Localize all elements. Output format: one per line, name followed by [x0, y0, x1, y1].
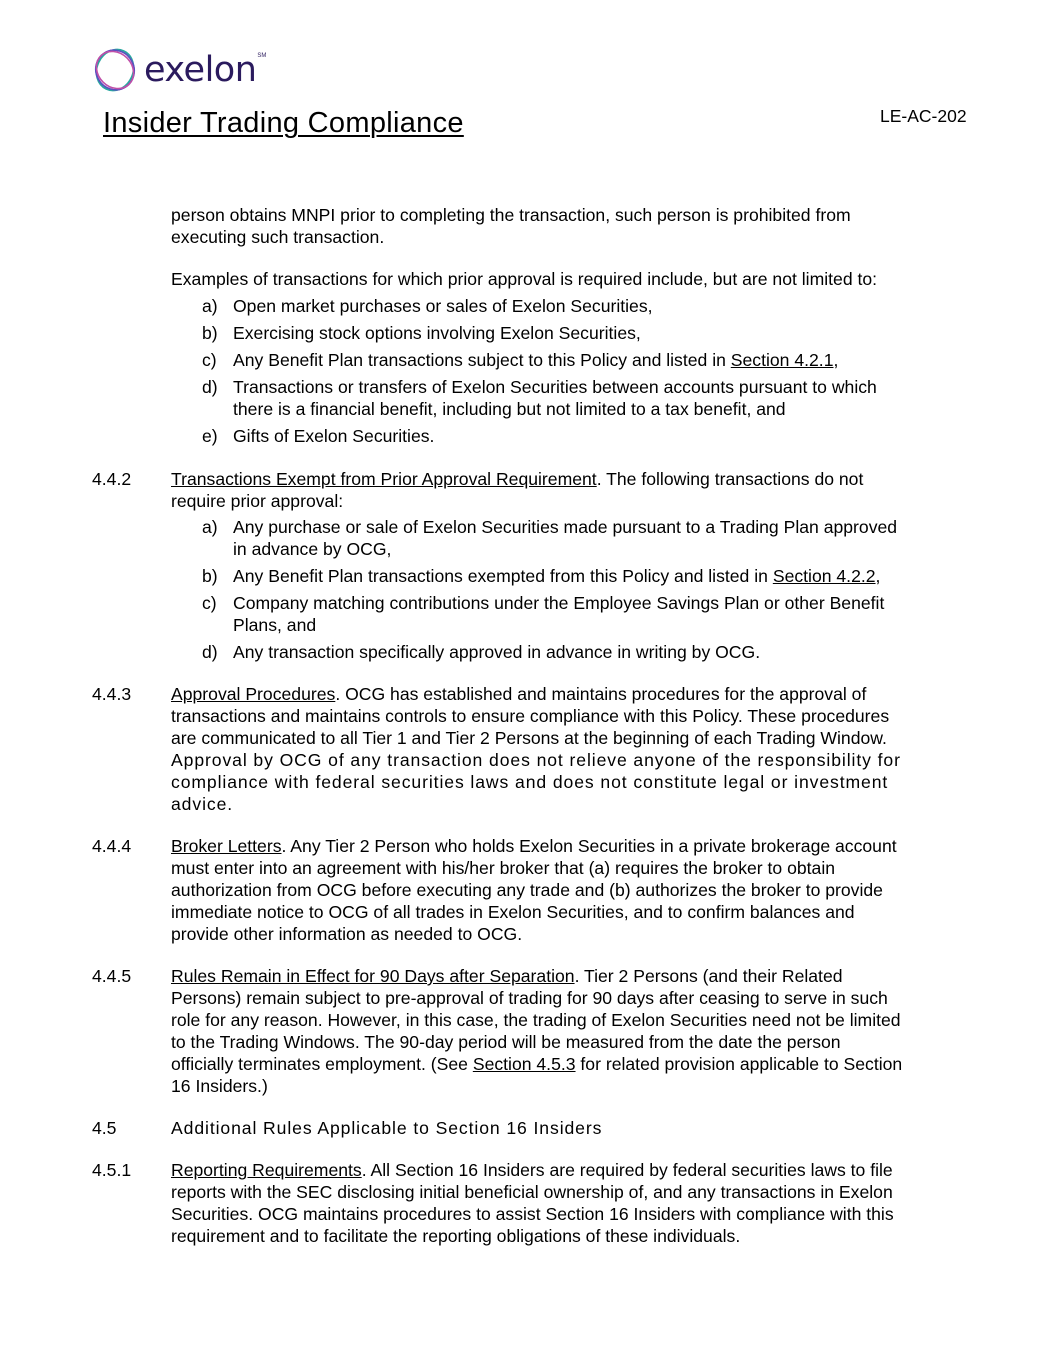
- list-label: c): [202, 593, 217, 613]
- exelon-ring-icon: [92, 45, 138, 95]
- list-item: Company matching contributions under the Employee Savings Plan or other Benefit: [233, 593, 885, 613]
- page-title: Insider Trading Compliance: [103, 107, 464, 139]
- list-item: Exercising stock options involving Exelon Securities,: [233, 323, 641, 343]
- section-text: immediate notice to OCG of all trades in Exelon Securities, and to confirm balances and: [171, 902, 855, 922]
- section-number: 4.5: [92, 1118, 117, 1138]
- logo-service-mark: SM: [257, 53, 267, 59]
- list-item-cont: Plans, and: [233, 615, 317, 635]
- list-item: Transactions or transfers of Exelon Securities between accounts pursuant to which: [233, 377, 877, 397]
- list-label: e): [202, 426, 218, 446]
- section-text: role for any reason. However, in this case, the trading of Exelon Securities need not be limited: [171, 1010, 901, 1030]
- exelon-logo: [92, 45, 266, 95]
- list-label: d): [202, 377, 218, 397]
- section-text: transactions and maintains controls to ensure compliance with this Policy. These procedures: [171, 706, 890, 726]
- list-item: Any Benefit Plan transactions subject to this Policy and listed in Section 4.2.1,: [233, 350, 839, 370]
- section-heading: Approval Procedures: [171, 684, 336, 704]
- section-heading: Broker Letters: [171, 836, 282, 856]
- section-text: requirement and to facilitate the reporting obligations of these individuals.: [171, 1226, 741, 1246]
- section-text: must enter into an agreement with his/her broker that (a) requires the broker to obtain: [171, 858, 836, 878]
- list-item: Open market purchases or sales of Exelon Securities,: [233, 296, 653, 316]
- section-link[interactable]: Section 4.5.3: [472, 1054, 576, 1074]
- list-label: c): [202, 350, 217, 370]
- section-text: reports with the SEC disclosing initial beneficial ownership of, and any transactions in Exelon: [171, 1182, 893, 1202]
- document-code: LE-AC-202: [880, 106, 967, 126]
- intro-line: person obtains MNPI prior to completing the transaction, such person is prohibited from: [171, 205, 851, 225]
- section-text: officially terminates employment. (See Section 4.5.3 for related provision applicable to Section: [171, 1054, 903, 1074]
- section-text: Approval by OCG of any transaction does not relieve anyone of the responsibility for: [171, 750, 901, 770]
- list-label: a): [202, 296, 218, 316]
- list-item: Any transaction specifically approved in advance in writing by OCG.: [233, 642, 761, 662]
- section-text: require prior approval:: [171, 491, 344, 511]
- section-text: are communicated to all Tier 1 and Tier 2 Persons at the beginning of each Trading Window.: [171, 728, 887, 748]
- list-item: Gifts of Exelon Securities.: [233, 426, 435, 446]
- section-number: 4.5.1: [92, 1160, 132, 1180]
- section-heading: Reporting Requirements: [171, 1160, 362, 1180]
- section-text: Reporting Requirements. All Section 16 Insiders are required by federal securities laws to file: [171, 1160, 893, 1180]
- section-text: authorization from OCG before executing any trade and (b) authorizes the broker to provide: [171, 880, 883, 900]
- list-item: Any purchase or sale of Exelon Securities made pursuant to a Trading Plan approved: [233, 517, 898, 537]
- section-number: 4.4.3: [92, 684, 132, 704]
- section-link[interactable]: Section 4.2.2: [772, 566, 876, 586]
- section-text: Rules Remain in Effect for 90 Days after Separation. Tier 2 Persons (and their Related: [171, 966, 843, 986]
- examples-lead: Examples of transactions for which prior approval is required include, but are not limited to:: [171, 269, 878, 289]
- list-label: b): [202, 566, 218, 586]
- section-text: Persons) remain subject to pre-approval of trading for 90 days after ceasing to serve in such: [171, 988, 888, 1008]
- section-text: 16 Insiders.): [171, 1076, 268, 1096]
- list-label: b): [202, 323, 218, 343]
- section-number: 4.4.4: [92, 836, 132, 856]
- list-item: Any Benefit Plan transactions exempted from this Policy and listed in Section 4.2.2,: [233, 566, 881, 586]
- section-text: Broker Letters. Any Tier 2 Person who holds Exelon Securities in a private brokerage account: [171, 836, 897, 856]
- list-item-cont: in advance by OCG,: [233, 539, 392, 559]
- section-text: advice.: [171, 794, 234, 814]
- logo-wordmark: exelon: [144, 49, 257, 90]
- section-heading: Additional Rules Applicable to Section 16 Insiders: [171, 1118, 603, 1138]
- section-text: provide other information as needed to OCG.: [171, 924, 523, 944]
- list-item-cont: there is a financial benefit, including but not limited to a tax benefit, and: [233, 399, 786, 419]
- section-heading: Rules Remain in Effect for 90 Days after Separation: [171, 966, 575, 986]
- section-number: 4.4.2: [92, 469, 132, 489]
- section-text: Securities. OCG maintains procedures to assist Section 16 Insiders with compliance with this: [171, 1204, 894, 1224]
- list-label: d): [202, 642, 218, 662]
- section-number: 4.4.5: [92, 966, 132, 986]
- section-link[interactable]: Section 4.2.1: [730, 350, 834, 370]
- section-heading: Transactions Exempt from Prior Approval Requirement: [171, 469, 597, 489]
- section-text: compliance with federal securities laws and does not constitute legal or investment: [171, 772, 889, 792]
- intro-line: executing such transaction.: [171, 227, 385, 247]
- list-label: a): [202, 517, 218, 537]
- section-text: to the Trading Windows. The 90-day period will be measured from the date the person: [171, 1032, 841, 1052]
- section-text: Approval Procedures. OCG has established and maintains procedures for the approval of: [171, 684, 867, 704]
- section-text: Transactions Exempt from Prior Approval Requirement. The following transactions do not: [171, 469, 864, 489]
